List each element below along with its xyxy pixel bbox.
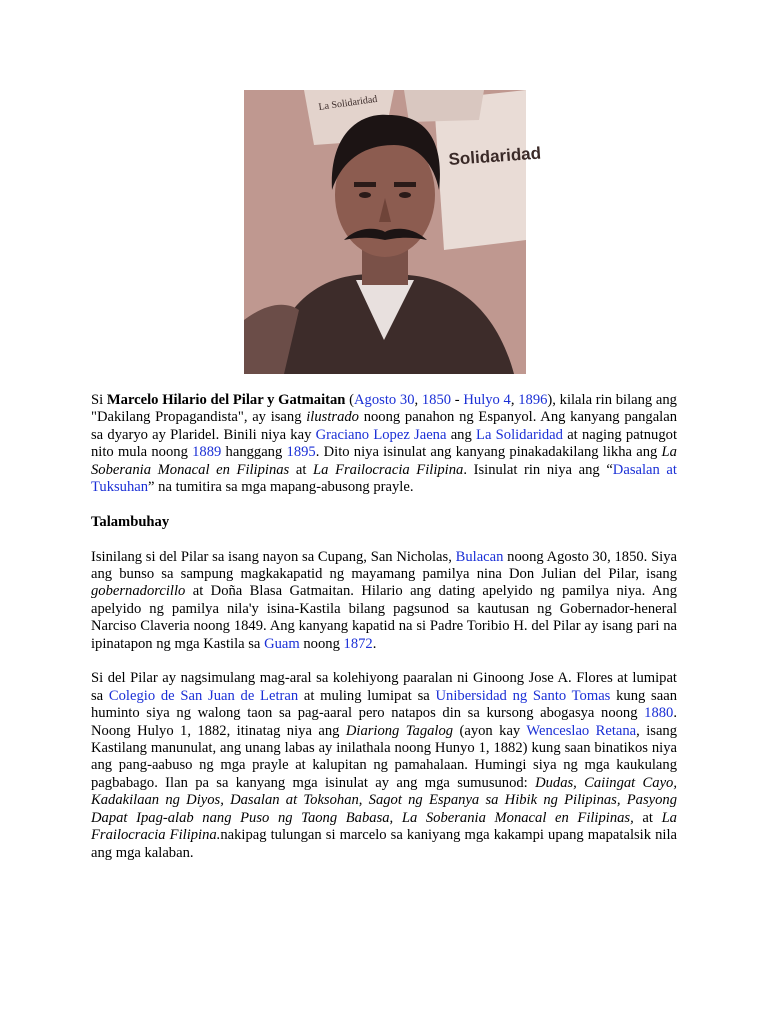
link-wenceslao-retana[interactable]: Wenceslao Retana [526,722,637,739]
text-run: . Isinulat rin niya ang “ [463,461,613,478]
text-run: nakipag tulungan si marcelo sa kaniyang mga kakampi upang mapatalsik nila ang mga kalaban. [91,827,677,861]
text-run: . Noong Hulyo 1, 1882, itinatag niya ang [91,705,677,739]
text-run: at [633,809,662,826]
text-run: . [372,635,377,652]
text-run: noong panahon ng Espanyol. Ang kanyang pangalan sa dyaryo ay Plaridel. Binili niya kay [91,409,677,443]
text-run: , isang Kastilang manunulat, ang unang labas ay inilathala noong Hunyo 1, 1882) kung saan binatikos niya ang pang-aabuso ng mga prayle at kalupitan ng pamahalaan. Humingi siya ng mga kaukulang pagbabago. Ilan pa sa kanyang mga isinulat ay ang mga sumusunod: [91,722,678,791]
text-run: noong Agosto 30, 1850. Siya ang bunso sa sampung magkakapatid ng mayamang pamilya nina Don Julian del Pilar, isang [91,548,678,583]
newspaper-headline: Solidaridad [447,143,542,169]
link-1889[interactable]: 1889 [192,444,222,461]
subject-name: Marcelo Hilario del Pilar y Gatmaitan [106,392,346,408]
article-body [91,392,677,879]
italic-diariong-tagalog: Diariong Tagalog [345,722,454,739]
text-run: at muling lumipat sa [298,687,436,704]
link-unibersidad-ng-santo-tomas[interactable]: Unibersidad ng Santo Tomas [435,687,611,704]
link-agosto-30[interactable]: Agosto 30 [354,392,415,408]
link-1850[interactable]: 1850 [421,392,452,408]
biography-paragraph-2 [91,670,677,861]
text-run: ), kilala rin bilang ang "Dakilang Propagandista", ay isang [91,392,677,426]
biography-paragraph-1 [91,549,677,653]
italic-ilustrado: ilustrado [306,409,359,426]
text-run: Isinilang si del Pilar sa isang nayon sa Cupang, San Nicholas, [91,548,456,565]
intro-paragraph [91,392,677,496]
italic-frailocracia: La Frailocracia Filipina [313,461,464,478]
italic-soberania: La Soberania Monacal en Filipinas [91,444,677,478]
text-run: ang [446,426,477,443]
text-run: at naging patnugot nito mula noong [91,426,677,461]
text-run: at [289,461,314,478]
italic-frailocracia: La Frailocracia Filipina. [91,809,677,844]
link-graciano-lopez-jaena[interactable]: Graciano Lopez Jaena [315,426,447,443]
text-run: kung saan huminto siya ng walong taon sa pag-aaral pero natapos din sa kursong abogasya noong [91,687,677,722]
link-1872[interactable]: 1872 [343,635,373,652]
italic-gobernadorcillo: gobernadorcillo [91,583,186,600]
text-run: , [414,392,422,408]
link-1880[interactable]: 1880 [644,705,674,722]
text-run: . Dito niya isinulat ang kanyang pinakadakilang likha ang [315,444,662,461]
link-1896[interactable]: 1896 [518,392,548,408]
link-colegio-de-san-juan-de-letran[interactable]: Colegio de San Juan de Letran [108,687,299,704]
section-heading: Talambuhay [91,513,170,530]
link-1895[interactable]: 1895 [286,444,316,461]
text-run: ( [345,392,355,408]
link-guam[interactable]: Guam [264,635,300,652]
link-bulacan[interactable]: Bulacan [455,548,504,565]
text-run: , [510,392,519,408]
portrait-image [244,90,542,374]
italic-works-list: Dudas, Caiingat Cayo, Kadakilaan ng Diyos, Dasalan at Toksohan, Sagot ng Espanya sa Hibik ng Pilipinas, Pasyong Dapat Ipag-alab nang Puso ng Taong Babasa, La Soberania Monacal en Filipinas, [91,774,677,826]
text-run: noong [299,635,344,652]
text-run: - [451,392,464,408]
link-dasalan-at-tuksuhan[interactable]: Dasalan at Tuksuhan [91,461,677,496]
text-run: Si del Pilar ay nagsimulang mag-aral sa kolehiyong paaralan ni Ginoong Jose A. Flores at lumipat sa [91,670,677,704]
text-run: ” na tumitira sa mga mapang-abusong prayle. [148,479,414,496]
text-run: (ayon kay [453,722,527,739]
text-run: Si [91,392,107,408]
text-run: hanggang [221,444,287,461]
link-la-solidaridad[interactable]: La Solidaridad [476,426,563,443]
newspaper-masthead: La Solidaridad [317,93,378,113]
text-run: at Doña Blasa Gatmaitan. Hilario ang dating apelyido ng pamilya niya. Ang apelyido ng pamilya nila'y isina-Kastila bilang pagsunod sa kautusan ng Gobernador-heneral Narciso Claveria noong 1849. Ang kanyang kapatid na si Padre Toribio H. del Pilar ay isang pari na ipinatapon ng mga Kastila sa [91,583,677,652]
link-hulyo-4[interactable]: Hulyo 4 [463,392,511,408]
